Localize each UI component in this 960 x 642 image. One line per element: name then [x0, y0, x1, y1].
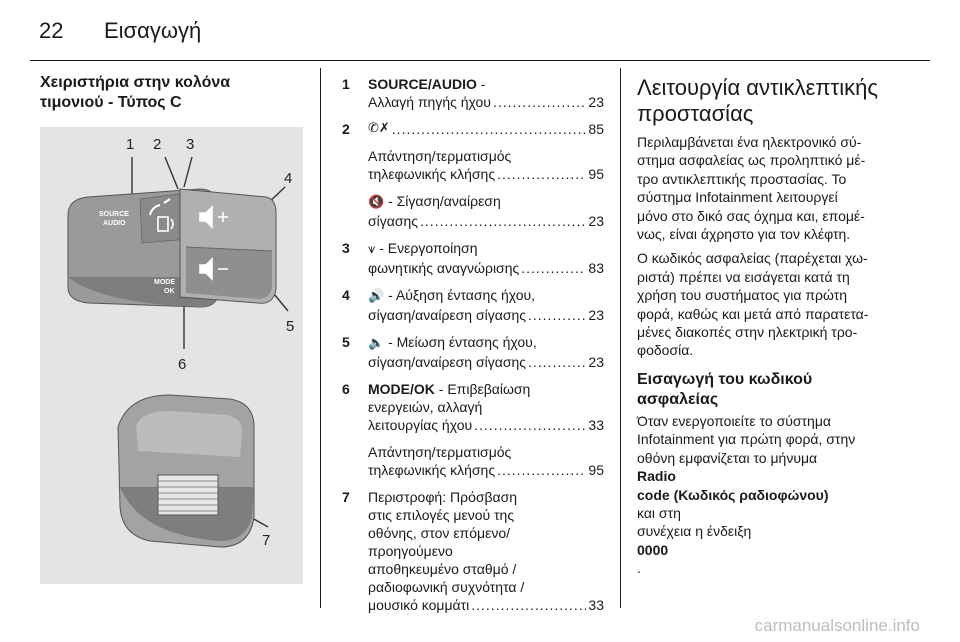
watermark: carmanualsonline.info: [754, 616, 920, 635]
page-ref: 23: [588, 307, 604, 323]
voice-icon: ⩛: [368, 242, 376, 257]
volume-up-icon: 🔊: [368, 289, 385, 304]
ok-label: OK: [164, 288, 175, 295]
steering-column-controls-figure: [40, 127, 303, 584]
anti-theft-paragraph-1: Περιλαμβάνεται ένα ηλεκτρονικό σύ- στημα ασφαλείας ως προληπτικό μέ- τρο αντικλεπτικής προστασίας. Το σύστημα Infotainment λειτουργεί μόνο στο δικό σας όχημα και, επομέ- νως, είναι άχρηστο για τον κλέφτη.: [637, 134, 866, 243]
security-code-heading: Εισαγωγή του κωδικού ασφαλείας: [637, 370, 813, 408]
legend-entry-5: 5 🔈 - Μείωση έντασης ήχου, σίγαση/αναίρεση σίγασης ..... 23: [342, 333, 604, 371]
page-ref: 33: [588, 417, 604, 433]
legend-entry-4: 4 🔊 - Αύξηση έντασης ήχου, σίγαση/αναίρεση σίγασης ..... 23: [342, 286, 604, 324]
page-ref: 83: [588, 260, 604, 276]
thumbwheel-icon: [158, 475, 218, 515]
page-ref: 33: [588, 597, 604, 613]
controls-illustration: [40, 127, 303, 584]
page-ref: 95: [588, 166, 604, 182]
page-header: [0, 0, 960, 60]
page-ref: 23: [588, 354, 604, 370]
phone-icon: ✆✗: [368, 121, 390, 136]
callout-6: 6: [178, 356, 187, 373]
anti-theft-paragraph-2: Ο κωδικός ασφαλείας (παρέχεται χω- ριστά) πρέπει να εισάγεται κατά τη χρήση του συστήματος για πρώτη φορά, καθώς και μετά από παρατετα- μένες διακοπές στην ηλεκτρική τρο- φοδοσία.: [637, 250, 869, 359]
callout-7: 7: [262, 532, 271, 549]
section-title: Χειριστήρια στην κολόνα τιμονιού - Τύπος C: [40, 74, 231, 111]
callout-3: 3: [186, 136, 195, 153]
legend-entry-3: 3 ⩛ - Ενεργοποίηση φωνητικής αναγνώρισης ..... 83: [342, 239, 604, 277]
legend-entry-7: 7 Περιστροφή: Πρόσβαση στις επιλογές μενού της οθόνης, στον επόμενο/ προηγούμενο αποθηκευμένο σταθμό / ραδιοφωνική συχνότητα / μουσικό κομμάτι ..... 33: [342, 488, 604, 614]
mode-label: MODE: [154, 279, 175, 286]
page-ref: 85: [588, 121, 604, 137]
callout-1: 1: [126, 136, 135, 153]
page-ref: 95: [588, 462, 604, 478]
anti-theft-section: [637, 75, 921, 584]
column-divider-right: [620, 68, 621, 608]
security-code-paragraph: Όταν ενεργοποιείτε το σύστημα Infotainment για πρώτη φορά, στην οθόνη εμφανίζεται το μήνυμα Radio code (Κωδικός ραδιοφώνου) και στη συνέχεια η ένδειξη 0000 .: [637, 412, 856, 577]
volume-down-icon: 🔈: [368, 336, 385, 351]
page-title: Εισαγωγή: [104, 18, 202, 43]
callout-4: 4: [284, 170, 293, 187]
anti-theft-heading: Λειτουργία αντικλεπτικής προστασίας: [637, 75, 878, 126]
page-ref: 23: [588, 94, 604, 110]
legend-entry-2: 2 ✆✗ ..... 85 Απάντηση/τερματισμός τηλεφωνικής κλήσης ..... 95 🔇 - Σίγαση/αναίρεση σίγασης ..... 23: [342, 120, 604, 230]
callout-2: 2: [153, 136, 162, 153]
mute-icon: 🔇: [368, 195, 385, 210]
source-label: SOURCE: [99, 211, 129, 218]
legend-entry-1: 1 SOURCE/AUDIO - Αλλαγή πηγής ήχου ..... 23: [342, 75, 604, 111]
legend-entry-6: 6 MODE/OK - Επιβεβαίωση ενεργειών, αλλαγή λειτουργίας ήχου ..... 33 Απάντηση/τερματισμός τηλεφωνικής κλήσης ..... 95: [342, 380, 604, 479]
column-divider-left: [320, 68, 321, 608]
page-number: 22: [39, 18, 64, 43]
header-rule: [30, 60, 930, 61]
audio-label: AUDIO: [103, 220, 126, 227]
callout-5: 5: [286, 318, 295, 335]
stalk-lower: [118, 395, 254, 547]
page-ref: 23: [588, 213, 604, 229]
controls-legend: [342, 75, 604, 623]
